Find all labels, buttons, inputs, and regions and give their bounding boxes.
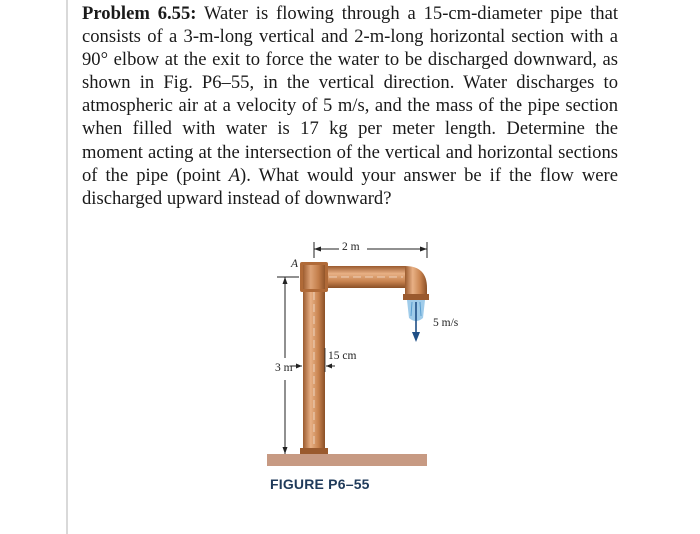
problem-statement — [82, 2, 618, 210]
problem-text-part1: Water is flowing through a 15-cm-diameter pipe that consists of a 3-m-long vertical and 2-m-long horizontal section with a 90° elbow at the exit to force the water to be discharged downward, as shown in Fig. P6–55, in the vertical direction. Water discharges to atmospheric air at a velocity of 5 m/s, and the mass of the pipe section when filled with water is 17 kg per meter length. Determine the moment acting at the intersection of the vertical and horizontal sections of the pipe (point — [82, 3, 618, 186]
problem-text-part2: ). What would your answer be if the flow were discharged upward instead of downward? — [82, 164, 618, 209]
ground-base — [267, 454, 427, 466]
exit-flange — [403, 294, 429, 300]
velocity-label: 5 m/s — [433, 317, 459, 329]
problem-label: Problem 6.55: — [82, 3, 197, 24]
page-margin-line — [66, 0, 68, 534]
horizontal-length-label: 2 m — [342, 241, 360, 253]
vertical-length-label: 3 m — [275, 362, 293, 374]
velocity-arrow-head — [412, 332, 420, 342]
elbow-90 — [405, 266, 427, 298]
diameter-label: 15 cm — [328, 350, 357, 362]
pipe-figure — [255, 232, 459, 502]
figure-caption: FIGURE P6–55 — [270, 476, 370, 492]
point-a-label: A — [291, 258, 299, 270]
point-a-reference: A — [228, 164, 241, 186]
base-flange — [300, 448, 328, 454]
